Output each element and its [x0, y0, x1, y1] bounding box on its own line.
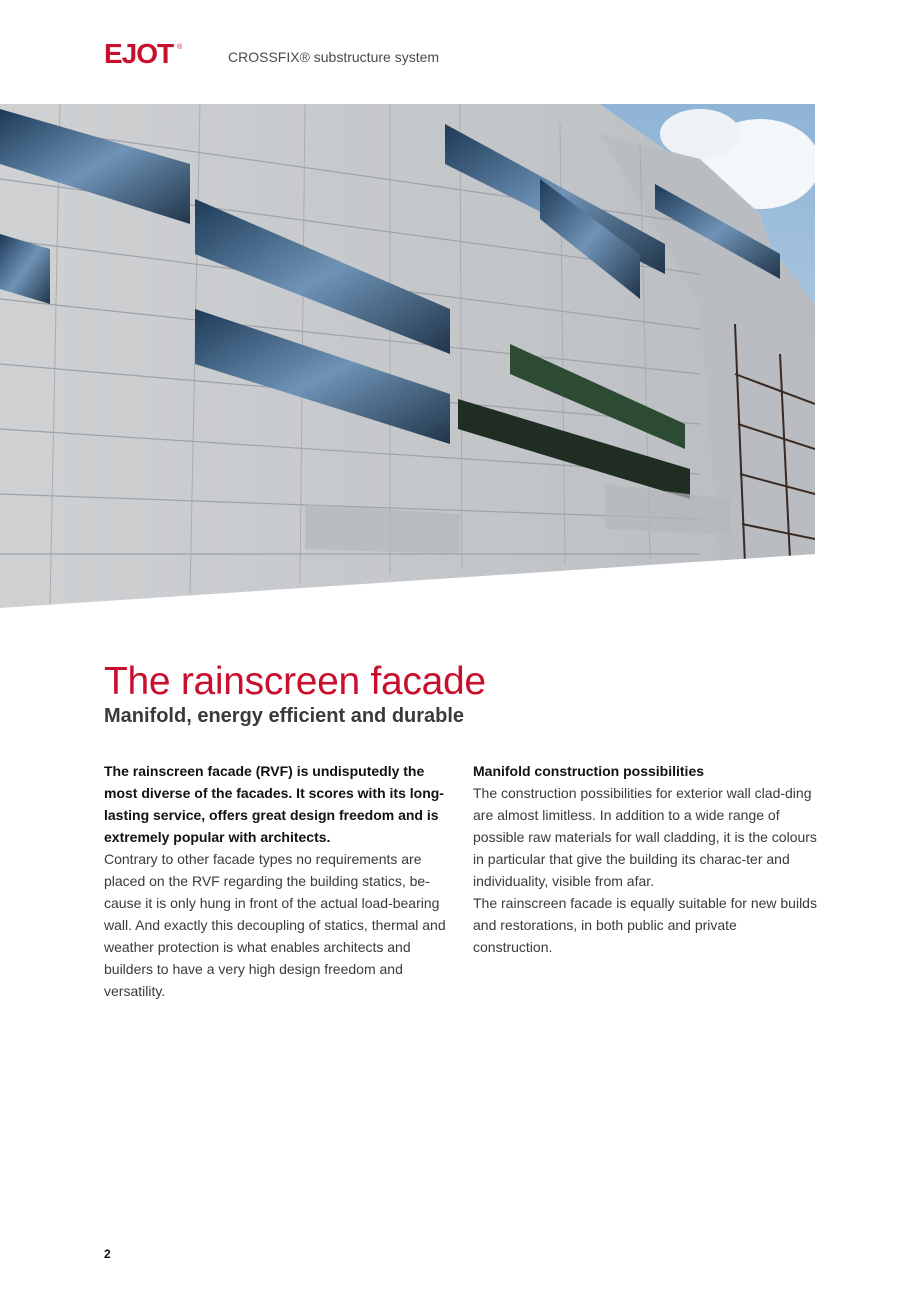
left-column — [104, 760, 449, 1002]
building-facade-photo — [0, 104, 815, 612]
page-subtitle: Manifold, energy efficient and durable — [104, 705, 465, 727]
svg-text:®: ® — [177, 44, 183, 51]
product-line: CROSSFIX® substructure system — [228, 49, 440, 65]
section-heading: Manifold construction possibilities — [473, 763, 705, 779]
body-paragraph: Contrary to other facade types no requirements are placed on the RVF regarding the building statics, be-cause it is only hung in front of the actual load-bearing wall. And exactly this decoupling of statics, thermal and weather protection is what enables architects and builders to have a very high design freedom and versatility. — [104, 851, 446, 999]
page-number: 2 — [104, 1247, 111, 1261]
page-header — [0, 0, 920, 100]
page-title: The rainscreen facade — [104, 660, 486, 703]
body-paragraph-2: The rainscreen facade is equally suitable for new builds and restorations, in both public and private construction. — [473, 895, 817, 955]
body-paragraph-1: The construction possibilities for exterior wall clad-ding are almost limitless. In addition to a wide range of possible raw materials for wall cladding, it is the colours in particular that give the building its charac-ter and individuality, visible from afar. — [473, 785, 817, 889]
lead-paragraph: The rainscreen facade (RVF) is undisputedly the most diverse of the facades. It scores with its long-lasting service, offers great design freedom and is extremely popular with architects. — [104, 763, 444, 845]
ejot-logo — [104, 38, 186, 68]
svg-text:EJOT: EJOT — [104, 38, 174, 68]
right-column — [473, 760, 818, 958]
